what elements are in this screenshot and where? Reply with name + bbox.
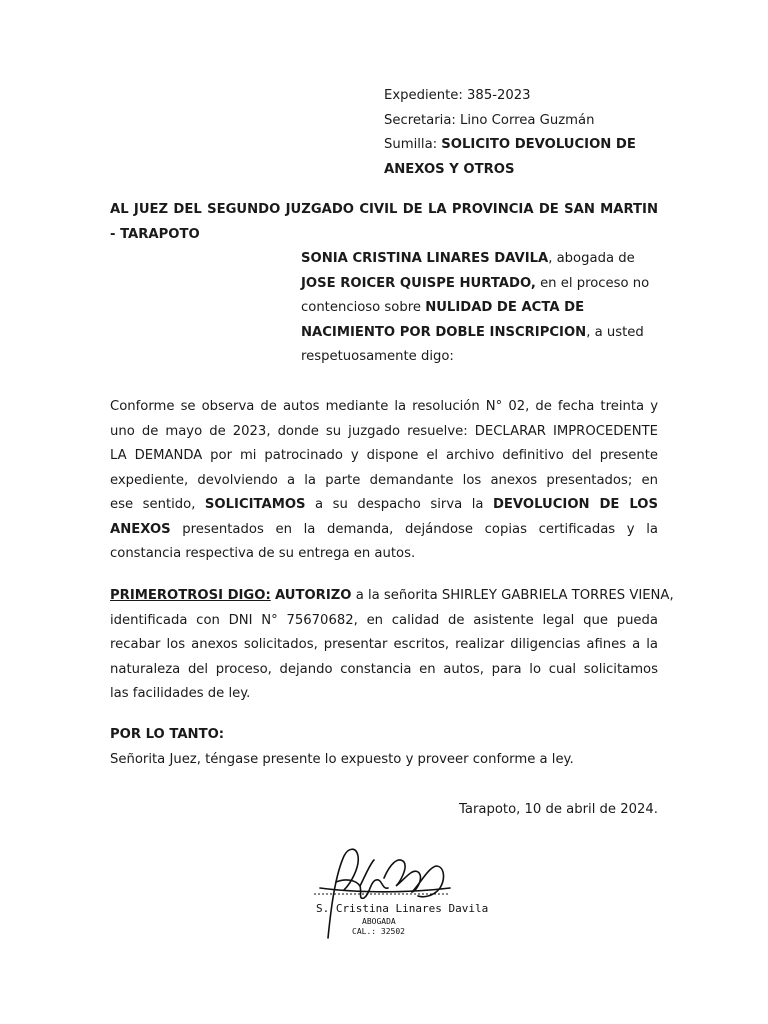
place-date: Tarapoto, 10 de abril de 2024. [459,802,658,817]
closing-heading: POR LO TANTO: [110,727,225,742]
otrosi-heading: PRIMEROTROSI DIGO: [110,588,271,603]
main-paragraph: Conforme se observa de autos mediante la resolución N° 02, de fecha treinta y uno de mayo de 2023, donde su juzgado resuelve: DECLARAR IMPROCEDENTE LA DEMANDA por mi patrocinado y dispone el archivo definitivo del presente expediente, devolviendo a la parte demandante los anexos presentados; en ese sentido, SOLICITAMOS a su despacho sirva la DEVOLUCION DE LOS ANEXOS presentados en la demanda, dejándose copias certificadas y la constancia respectiva de su entrega en autos. [110,399,658,561]
closing-text: Señorita Juez, téngase presente lo expuesto y proveer conforme a ley. [110,751,574,767]
case-number: Expediente: 385-2023 [384,88,531,103]
case-header [384,84,684,182]
stamp-title: ABOGADA [362,917,396,926]
stamp-name: S. Cristina Linares Davila [316,902,489,915]
closing-block [110,723,574,772]
secretary: Secretaria: Lino Correa Guzmán [384,112,595,128]
stamp-registry: CAL.: 32502 [352,927,405,936]
addressee: AL JUEZ DEL SEGUNDO JUZGADO CIVIL DE LA PROVINCIA DE SAN MARTIN - TARAPOTO [110,202,658,242]
summary-line-2: ANEXOS Y OTROS [384,161,515,177]
first-otrosi-paragraph: PRIMEROTROSI DIGO: AUTORIZO a la señorita SHIRLEY GABRIELA TORRES VIENA, identificada con DNI N° 75670682, en calidad de asistente legal que pueda recabar los anexos solicitados, presentar escritos, realizar diligencias afines a la naturaleza del proceso, dejando constancia en autos, para lo cual solicitamos las facilidades de ley. [110,588,674,701]
intro-block: SONIA CRISTINA LINARES DAVILA, abogada de JOSE ROICER QUISPE HURTADO, en el proceso no contencioso sobre NULIDAD DE ACTA DE NACIMIENTO POR DOBLE INSCRIPCION, a usted respetuosamente digo: [301,251,650,364]
summary-line-1: Sumilla: SOLICITO DEVOLUCION DE [384,137,636,152]
signature-stamp [300,838,489,950]
